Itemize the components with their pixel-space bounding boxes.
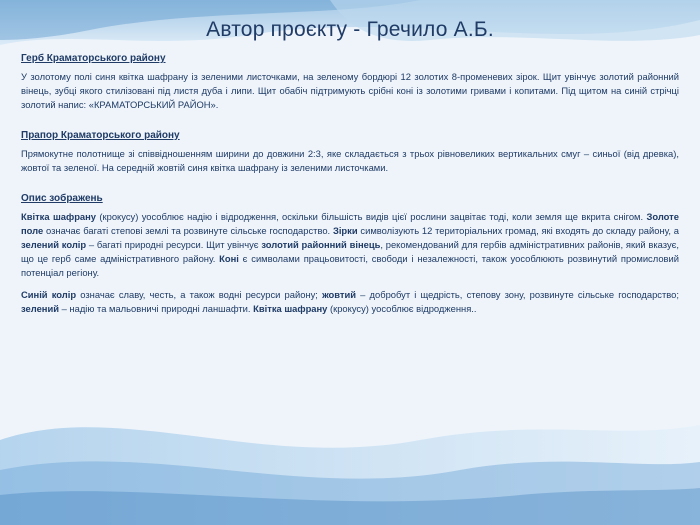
section-heading: Прапор Краматорського району [21,130,180,141]
section-text: У золотому полі синя квітка шафрану із зеленими листочками, на зеленому бордюрі 12 золотих 8-променевих зірок. Щит увінчує золотий районний вінець, зубці якого стилізовані під листя дуба і липи. Щит обабіч підтримують срібні коні із золотими гривами і копитами. Під щитом на синій стрічці золотий напис: «КРАМАТОРСЬКИЙ РАЙОН». [21,71,679,110]
highlight: Квітка шафрану [21,211,97,222]
section-text: Прямокутне полотнище зі співвідношенням ширини до довжини 2:3, яке складається з трьох рівновеликих вертикальних смуг – синьої (від древка), жовтої та зеленої. На середній жовтій синя квітка шафрану із зеленими листочками. [21,148,679,173]
highlight: зелений колір [21,239,87,250]
section-heading: Герб Краматорського району [21,53,166,64]
description-paragraph-2: Синій колір означає славу, честь, а також водні ресурси району; жовтий – добробут і щедрість, степову зону, розвинуте сільське господарство; зелений – надію та мальовничі природні ланшафти. Квітка шафрану (крокусу) уособлює відродження.. [21,289,679,314]
highlight: жовтий [322,289,356,300]
highlight: Синій колір [21,289,77,300]
highlight: Золоте поле [21,211,679,236]
section-heading: Опис зображень [21,193,103,204]
section-flag [21,130,679,175]
highlight: Квітка шафрану [253,303,328,314]
highlight: золотий районний вінець [261,239,381,250]
section-description [21,193,679,316]
description-paragraph-1: Квітка шафрану (крокусу) уособлює надію і відродження, оскільки більшість видів цієї рослини зацвітає тоді, коли земля ще вкрита снігом. Золоте поле означає багаті степові землі та розвинуте сільське господарство. Зірки символізують 12 територіальних громад, які входять до складу району, а зелений колір – багаті природні ресурси. Щит увінчує золотий районний вінець, рекомендований для гербів адміністративних районів, який вказує, що це герб саме адміністративного району. Коні є символами працьовитості, свободи і незалежності, також уособлюють розвинутий промисловий потенціал регіону. [21,211,680,278]
highlight: зелений [21,303,59,314]
page-title: Автор проєкту - Гречило А.Б. [206,18,494,41]
highlight: Зірки [332,225,358,236]
section-coat-of-arms [21,53,679,112]
highlight: Коні [219,253,239,264]
